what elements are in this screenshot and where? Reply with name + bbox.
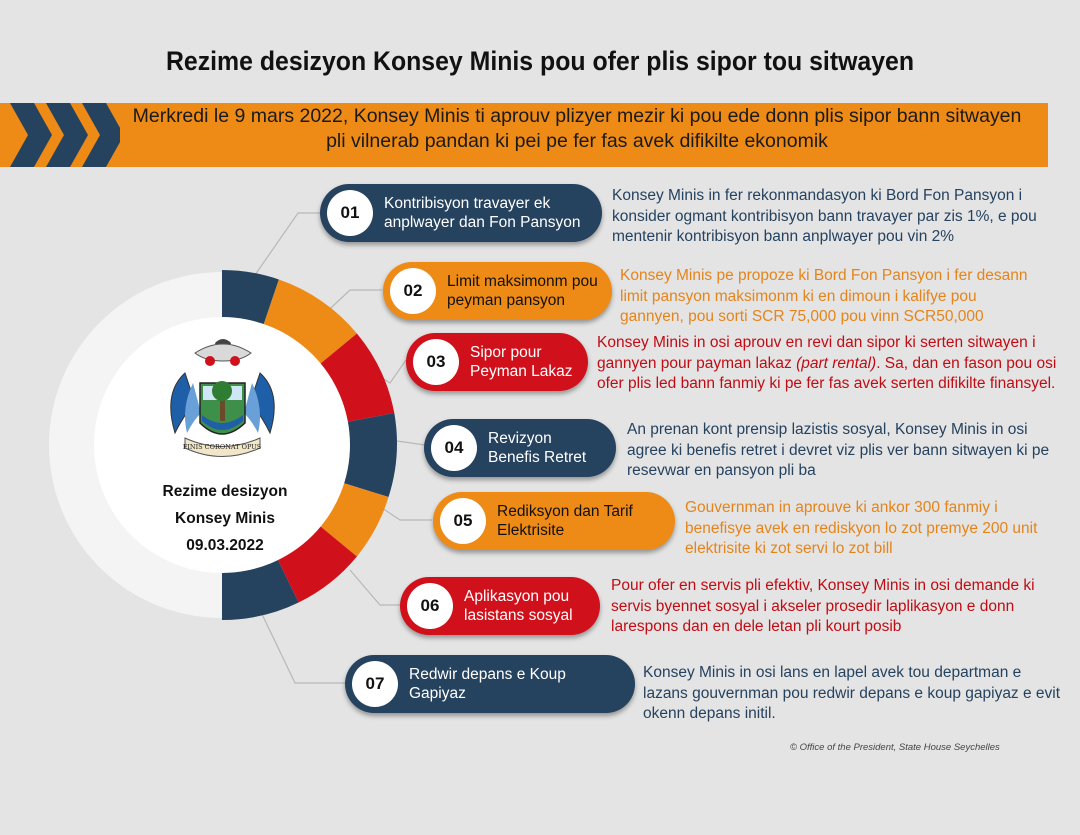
item-04-pill	[424, 419, 616, 477]
item-03-pill	[406, 333, 588, 391]
item-01-description: Konsey Minis in fer rekonmandasyon ki Bord Fon Pansyon i konsider ogmant kontribisyon bann travayer par zis 1%, e pou mentenir kontribisyon bann anplwayer pou vin 2%	[612, 187, 1037, 245]
banner-text: Merkredi le 9 mars 2022, Konsey Minis ti aprouv plizyer mezir ki pou ede donn plis sipor bann sitwayen pli vilnerab pandan ki pei pe fer fas avek difikilte ekonomik	[132, 105, 1022, 152]
item-07-label: Redwir depans e Koup Gapiyaz	[409, 666, 566, 702]
item-02-number: 02	[390, 268, 436, 314]
item-03-desc-part2: . Sa, dan en fason pou osi ofer plis led bann fanmiy ki pe fer fas avek serten difikilte finansyel.	[597, 354, 1057, 392]
item-02-description: Konsey Minis pe propoze ki Bord Fon Pansyon i fer desann limit pansyon maksimonm ki en dimoun i kalifye pou gannyen, pou sorti SCR 75,000 pou vinn SCR50,000	[620, 267, 1028, 325]
item-03-label: Sipor pour Peyman Lakaz	[470, 344, 573, 380]
item-06-label: Aplikasyon pou lasistans sosyal	[464, 588, 573, 624]
item-05-description: Gouvernman in aprouve ki ankor 300 fanmiy i benefisye avek en rediskyon lo zot premye 200 unit elektrisite ki zot servi lo zot bill	[685, 499, 1038, 557]
item-05-number: 05	[440, 498, 486, 544]
item-03-description	[597, 333, 1067, 395]
item-04-number: 04	[431, 425, 477, 471]
item-07-pill	[345, 655, 635, 713]
item-04-label: Revizyon Benefis Retret	[488, 430, 587, 466]
item-06-pill	[400, 577, 600, 635]
item-06-description: Pour ofer en servis pli efektiv, Konsey Minis in osi demande ki servis byennet sosyal i akseler prosedir laplikasyon e donn larespons dan en dele letan pli kourt posib	[611, 577, 1035, 635]
page-title: Rezime desizyon Konsey Minis pou ofer plis sipor tou sitwayen	[165, 46, 915, 76]
item-01-number: 01	[327, 190, 373, 236]
item-01-pill	[320, 184, 602, 242]
item-03-desc-emphasis: (part rental)	[796, 354, 877, 372]
item-03-desc-part1: Konsey Minis in osi aprouv en revi dan sipor ki serten sitwayen i gannyen pour payman lakaz	[597, 334, 1036, 372]
item-03-number: 03	[413, 339, 459, 385]
item-01-label: Kontribisyon travayer ek anplwayer dan Fon Pansyon	[384, 195, 581, 231]
emblem-motto: FINIS CORONAT OPUS	[182, 443, 262, 451]
item-05-label: Rediksyon dan Tarif Elektrisite	[497, 503, 633, 539]
item-02-pill	[383, 262, 612, 320]
credit-line: © Office of the President, State House Seychelles	[790, 742, 1000, 753]
seychelles-coat-of-arms-icon	[155, 333, 290, 473]
item-02-label: Limit maksimonm pou peyman pansyon	[447, 273, 598, 309]
center-summary	[120, 478, 330, 559]
item-07-description: Konsey Minis in osi lans en lapel avek tou departman e lazans gouvernman pou redwir depans e koup gapiyaz e evit okenn depans initil.	[643, 664, 1061, 722]
item-06-number: 06	[407, 583, 453, 629]
center-title-line1: Rezime desizyon	[162, 483, 288, 500]
center-date: 09.03.2022	[186, 537, 264, 554]
center-title-line2: Konsey Minis	[175, 510, 275, 527]
item-05-pill	[433, 492, 675, 550]
item-07-number: 07	[352, 661, 398, 707]
item-04-description: An prenan kont prensip lazistis sosyal, Konsey Minis in osi agree ki benefis retret i devret viz plis ver bann sitwayen ki pe resevwar en pansyon pli ba	[627, 421, 1050, 479]
